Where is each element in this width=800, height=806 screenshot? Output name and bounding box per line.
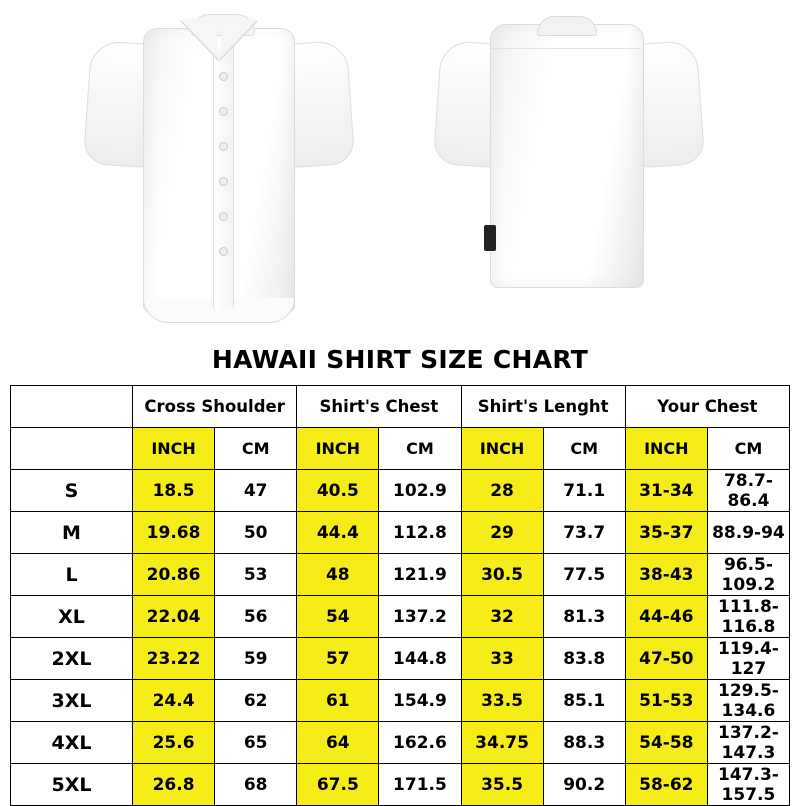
table-group-header-row — [11, 386, 790, 428]
cell-cross-shoulder-cm: 47 — [215, 470, 297, 512]
cell-lenght-cm: 73.7 — [543, 512, 625, 554]
cell-cross-shoulder-cm: 68 — [215, 764, 297, 806]
cell-cross-shoulder-inch: 18.5 — [133, 470, 215, 512]
cell-cross-shoulder-cm: 62 — [215, 680, 297, 722]
cell-chest-cm: 137.2 — [379, 596, 461, 638]
cell-chest-inch: 48 — [297, 554, 379, 596]
group-head-blank — [11, 386, 133, 428]
cell-your-chest-inch: 47-50 — [625, 638, 707, 680]
table-row — [11, 764, 790, 806]
shirt-back-view — [445, 0, 695, 310]
shirt-button — [219, 212, 228, 221]
cell-cross-shoulder-cm: 53 — [215, 554, 297, 596]
unit-head-lenght-inch: INCH — [461, 428, 543, 470]
table-row — [11, 554, 790, 596]
cell-chest-cm: 171.5 — [379, 764, 461, 806]
size-label: XL — [11, 596, 133, 638]
cell-chest-inch: 44.4 — [297, 512, 379, 554]
unit-head-your-chest-cm: CM — [707, 428, 789, 470]
cell-chest-inch: 57 — [297, 638, 379, 680]
cell-chest-cm: 112.8 — [379, 512, 461, 554]
table-row — [11, 470, 790, 512]
cell-chest-inch: 67.5 — [297, 764, 379, 806]
cell-lenght-cm: 88.3 — [543, 722, 625, 764]
size-label: 5XL — [11, 764, 133, 806]
cell-cross-shoulder-cm: 65 — [215, 722, 297, 764]
cell-lenght-cm: 83.8 — [543, 638, 625, 680]
cell-chest-inch: 64 — [297, 722, 379, 764]
size-label: M — [11, 512, 133, 554]
cell-your-chest-cm: 147.3-157.5 — [707, 764, 789, 806]
cell-lenght-inch: 29 — [461, 512, 543, 554]
shirt-button — [219, 142, 228, 151]
shirt-button — [219, 177, 228, 186]
cell-your-chest-inch: 35-37 — [625, 512, 707, 554]
unit-head-cross-shoulder-cm: CM — [215, 428, 297, 470]
group-head-shirts-lenght: Shirt's Lenght — [461, 386, 625, 428]
cell-chest-cm: 121.9 — [379, 554, 461, 596]
cell-your-chest-cm: 119.4-127 — [707, 638, 789, 680]
cell-your-chest-inch: 38-43 — [625, 554, 707, 596]
unit-head-chest-cm: CM — [379, 428, 461, 470]
size-label: 3XL — [11, 680, 133, 722]
cell-cross-shoulder-inch: 22.04 — [133, 596, 215, 638]
group-head-your-chest: Your Chest — [625, 386, 789, 428]
table-row — [11, 680, 790, 722]
collar-left — [181, 16, 219, 63]
collar-right — [219, 16, 257, 63]
cell-lenght-inch: 30.5 — [461, 554, 543, 596]
table-row — [11, 722, 790, 764]
cell-lenght-inch: 32 — [461, 596, 543, 638]
back-torso — [490, 24, 644, 288]
cell-your-chest-cm: 111.8-116.8 — [707, 596, 789, 638]
size-chart-table — [10, 385, 790, 806]
cell-chest-inch: 61 — [297, 680, 379, 722]
cell-cross-shoulder-cm: 59 — [215, 638, 297, 680]
cell-your-chest-inch: 51-53 — [625, 680, 707, 722]
cell-lenght-inch: 35.5 — [461, 764, 543, 806]
cell-your-chest-inch: 31-34 — [625, 470, 707, 512]
shirt-button — [219, 72, 228, 81]
cell-lenght-cm: 81.3 — [543, 596, 625, 638]
cell-cross-shoulder-inch: 20.86 — [133, 554, 215, 596]
cell-cross-shoulder-inch: 26.8 — [133, 764, 215, 806]
cell-cross-shoulder-inch: 23.22 — [133, 638, 215, 680]
back-collar — [537, 16, 597, 36]
cell-your-chest-cm: 88.9-94 — [707, 512, 789, 554]
cell-cross-shoulder-cm: 56 — [215, 596, 297, 638]
cell-lenght-inch: 28 — [461, 470, 543, 512]
cell-your-chest-cm: 78.7-86.4 — [707, 470, 789, 512]
cell-chest-cm: 144.8 — [379, 638, 461, 680]
cell-your-chest-cm: 129.5-134.6 — [707, 680, 789, 722]
cell-your-chest-inch: 58-62 — [625, 764, 707, 806]
group-head-shirts-chest: Shirt's Chest — [297, 386, 461, 428]
brand-tag — [484, 225, 496, 251]
cell-chest-inch: 40.5 — [297, 470, 379, 512]
page-title: HAWAII SHIRT SIZE CHART — [211, 345, 589, 374]
size-label: L — [11, 554, 133, 596]
cell-lenght-cm: 90.2 — [543, 764, 625, 806]
back-yoke-seam — [491, 48, 641, 49]
cell-cross-shoulder-cm: 50 — [215, 512, 297, 554]
size-label: 2XL — [11, 638, 133, 680]
cell-lenght-cm: 85.1 — [543, 680, 625, 722]
cell-lenght-inch: 33 — [461, 638, 543, 680]
unit-head-cross-shoulder-inch: INCH — [133, 428, 215, 470]
size-label: 4XL — [11, 722, 133, 764]
group-head-cross-shoulder: Cross Shoulder — [133, 386, 297, 428]
cell-lenght-inch: 33.5 — [461, 680, 543, 722]
cell-chest-cm: 162.6 — [379, 722, 461, 764]
unit-head-blank — [11, 428, 133, 470]
cell-chest-cm: 102.9 — [379, 470, 461, 512]
table-unit-header-row — [11, 428, 790, 470]
cell-your-chest-inch: 54-58 — [625, 722, 707, 764]
table-row — [11, 638, 790, 680]
unit-head-your-chest-inch: INCH — [625, 428, 707, 470]
shirt-button — [219, 107, 228, 116]
table-row — [11, 596, 790, 638]
shirt-button — [219, 247, 228, 256]
cell-lenght-inch: 34.75 — [461, 722, 543, 764]
table-row — [11, 512, 790, 554]
cell-lenght-cm: 71.1 — [543, 470, 625, 512]
shirt-illustrations — [0, 0, 800, 345]
cell-chest-cm: 154.9 — [379, 680, 461, 722]
cell-cross-shoulder-inch: 19.68 — [133, 512, 215, 554]
cell-your-chest-cm: 137.2-147.3 — [707, 722, 789, 764]
size-label: S — [11, 470, 133, 512]
shirt-front-view — [95, 0, 345, 330]
cell-cross-shoulder-inch: 24.4 — [133, 680, 215, 722]
cell-lenght-cm: 77.5 — [543, 554, 625, 596]
cell-chest-inch: 54 — [297, 596, 379, 638]
cell-your-chest-inch: 44-46 — [625, 596, 707, 638]
unit-head-chest-inch: INCH — [297, 428, 379, 470]
cell-your-chest-cm: 96.5-109.2 — [707, 554, 789, 596]
unit-head-lenght-cm: CM — [543, 428, 625, 470]
cell-cross-shoulder-inch: 25.6 — [133, 722, 215, 764]
